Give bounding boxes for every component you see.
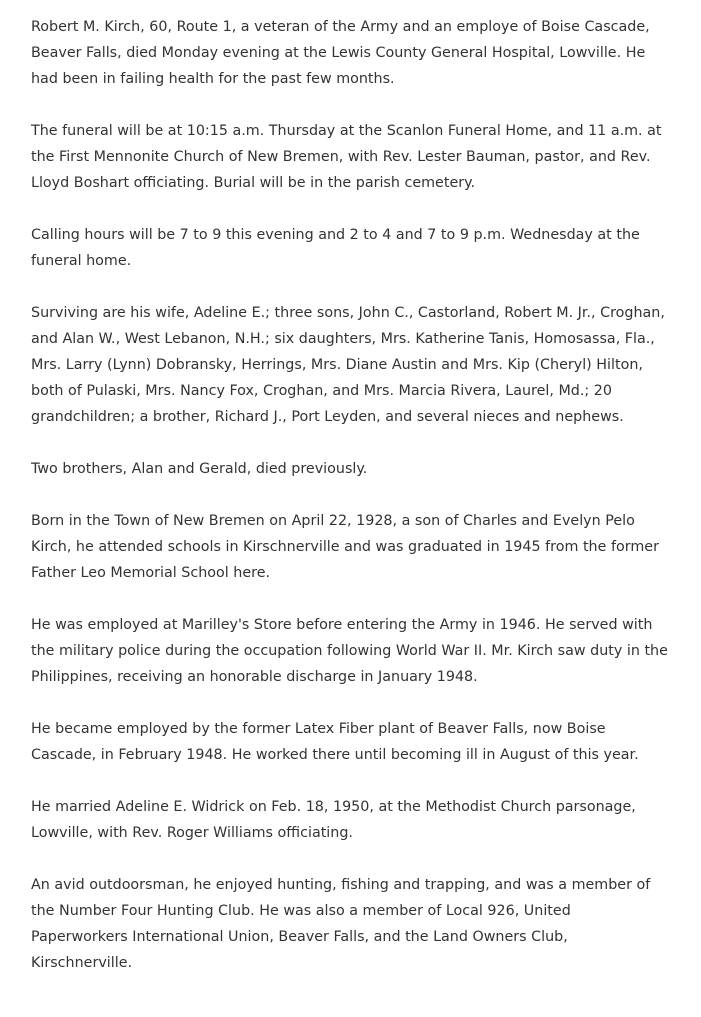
paragraph-interests: An avid outdoorsman, he enjoyed hunting, fishing and trapping, and was a member of the Number Four Hunting Club. He was also a member of Local 926, United Paperworkers International Union, Beaver Falls, and the Land Owners Club, Kirschnerville. [31, 877, 651, 971]
paragraph-military-service: He was employed at Marilley's Store before entering the Army in 1946. He served with the military police during the occupation following World War II. Mr. Kirch saw duty in the Philippines, receiving an honorable discharge in January 1948. [31, 617, 668, 685]
paragraph-survivors: Surviving are his wife, Adeline E.; three sons, John C., Castorland, Robert M. Jr., Croghan, and Alan W., West Lebanon, N.H.; six daughters, Mrs. Katherine Tanis, Homosassa, Fla., Mrs. Larry (Lynn) Dobransky, Herrings, Mrs. Diane Austin and Mrs. Kip (Cheryl) Hilton, both of Pulaski, Mrs. Nancy Fox, Croghan, and Mrs. Marcia Rivera, Laurel, Md.; 20 grandchildren; a brother, Richard J., Port Leyden, and several nieces and nephews. [31, 305, 665, 425]
paragraph-funeral: The funeral will be at 10:15 a.m. Thursday at the Scanlon Funeral Home, and 11 a.m. at the First Mennonite Church of New Bremen, with Rev. Lester Bauman, pastor, and Rev. Lloyd Boshart officiating. Burial will be in the parish cemetery. [31, 123, 662, 191]
paragraph-predeceased: Two brothers, Alan and Gerald, died previously. [31, 461, 368, 477]
obituary-article [31, 14, 671, 976]
paragraph-death-notice: Robert M. Kirch, 60, Route 1, a veteran of the Army and an employe of Boise Cascade, Beaver Falls, died Monday evening at the Lewis County General Hospital, Lowville. He had been in failing health for the past few months. [31, 19, 650, 87]
paragraph-early-life: Born in the Town of New Bremen on April 22, 1928, a son of Charles and Evelyn Pelo Kirch, he attended schools in Kirschnerville and was graduated in 1945 from the former Father Leo Memorial School here. [31, 513, 659, 581]
paragraph-employment: He became employed by the former Latex Fiber plant of Beaver Falls, now Boise Cascade, in February 1948. He worked there until becoming ill in August of this year. [31, 721, 639, 763]
paragraph-calling-hours: Calling hours will be 7 to 9 this evening and 2 to 4 and 7 to 9 p.m. Wednesday at the funeral home. [31, 227, 640, 269]
paragraph-marriage: He married Adeline E. Widrick on Feb. 18, 1950, at the Methodist Church parsonage, Lowville, with Rev. Roger Williams officiating. [31, 799, 636, 841]
